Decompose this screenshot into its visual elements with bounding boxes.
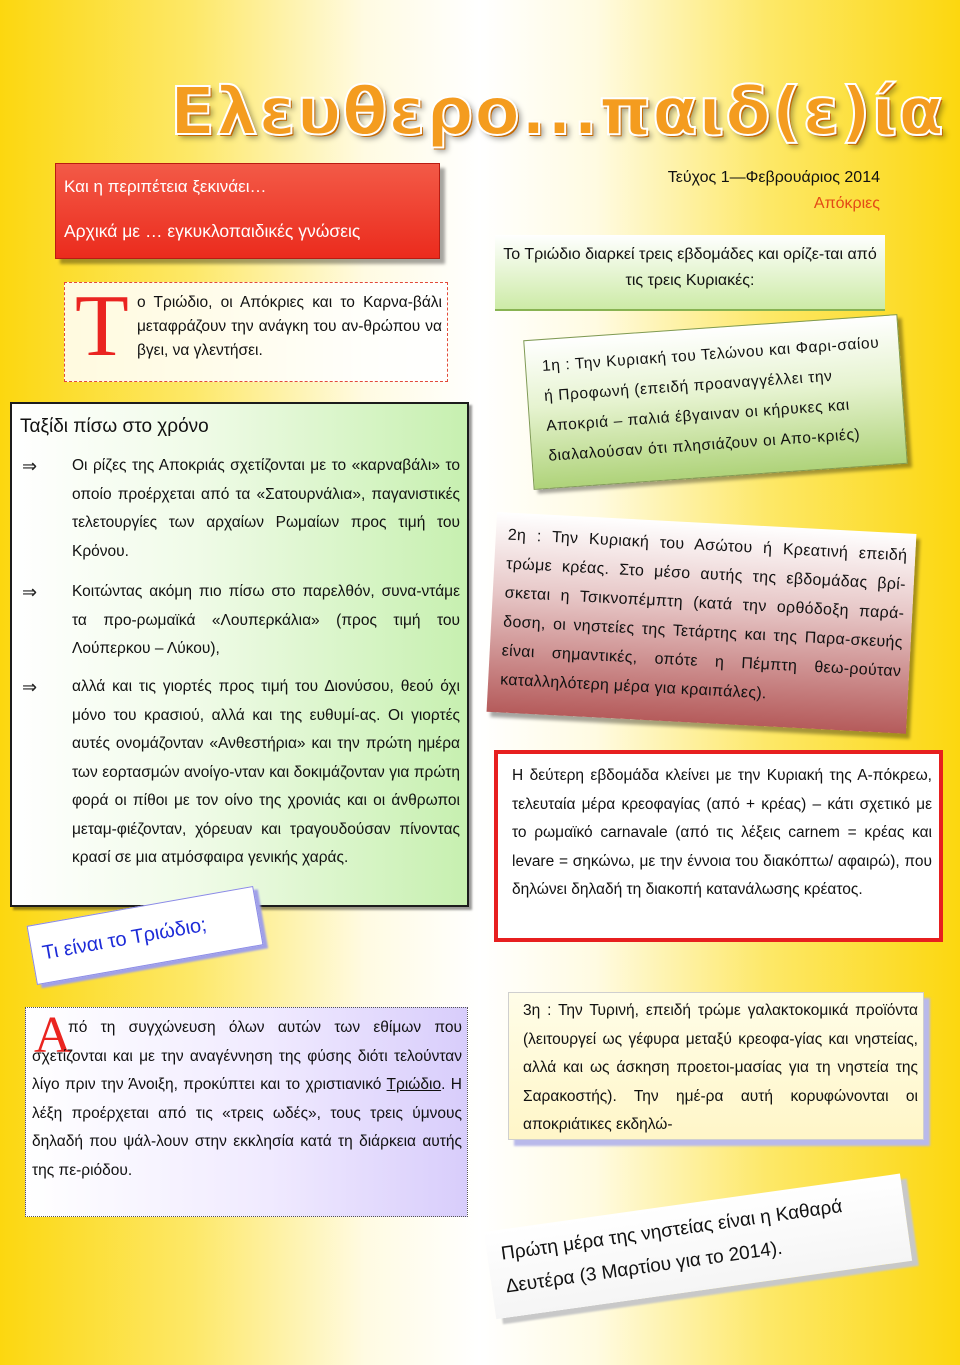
history-item-1: Οι ρίζες της Αποκριάς σχετίζονται με το «καρναβάλι» το οποίο προέρχεται από τα «Σατουρνάλια», παγανιστικές τελετουργίες των αρχαίων Ρωμαίων προς τιμή του Κρόνου. xyxy=(72,457,460,560)
triodio-box xyxy=(25,1007,468,1217)
arrow-bullet-icon: ⇒ xyxy=(22,456,38,476)
issue-info xyxy=(600,165,880,217)
first-sunday-text: 1η : Την Κυριακή του Τελώνου και Φαρι-σαίου ή Προφωνή (επειδή προαναγγέλλει την Αποκριά – παλιά έβγαιναν οι κήρυκες και διαλαλούσαν ότι πλησιάζουν οι Απο-κριές) xyxy=(541,334,880,465)
first-sunday-box xyxy=(523,314,908,490)
second-week-text: Η δεύτερη εβδομάδα κλείνει με την Κυριακή της Α-πόκρεω, τελευταία μέρα κρεοφαγίας (από + κρέας) – κάτι σχετικό με το ρωμαϊκό carnavale (από τις λέξεις carnem = κρέας και levare = σηκώνω, με την έννοια του διακόπτω/ αφαιρώ), που δηλώνει δηλαδή τη διακοπή κατανάλωσης κρέατος. xyxy=(512,767,932,898)
third-sunday-box xyxy=(508,992,924,1140)
issue-number-date: Τεύχος 1—Φεβρουάριος 2014 xyxy=(667,169,880,186)
arrow-bullet-icon: ⇒ xyxy=(22,677,38,697)
lent-box xyxy=(484,1174,912,1320)
intro-banner-line1: Και η περιπέτεια ξεκινάει… xyxy=(64,177,267,196)
arrow-bullet-icon: ⇒ xyxy=(22,582,38,602)
second-week-box xyxy=(494,750,943,942)
duration-box: Το Τριώδιο διαρκεί τρεις εβδομάδες και ορίζε-ται από τις τρεις Κυριακές: xyxy=(495,235,885,311)
intro-banner-line2: Αρχικά με … εγκυκλοπαιδικές γνώσεις xyxy=(64,221,361,241)
history-item-3: αλλά και τις γιορτές προς τιμή του Διονύσου, θεού όχι μόνο του κρασιού, αλλά και της ευθυμί-ας. Οι γιορτές αυτές ονομάζονταν «Ανθεστήρια» και την πρώτη ημέρα των εορτασμών ανοίγο-νταν και δοκιμάζονταν για πρώτη φορά οι πίθοι με τον οίνο της χρονιάς και οι άνθρωποι μεταμ-φιέζονταν, χόρευαν και τραγουδούσαν πίνοντας κρασί σε μια ατμόσφαιρα γενικής χαράς. xyxy=(72,678,460,866)
third-sunday-text: 3η : Την Τυρινή, επειδή τρώμε γαλακτοκομικά προϊόντα (λειτουργεί ως γέφυρα μεταξύ κρεοφα-γίας και νηστείας, αλλά και ως άσκηση προετοι-μασίας για τη νηστεία της Σαρακοστής). Την ημέ-ρα αυτή κορυφώνονται οι αποκριάτικες εκδηλώ- xyxy=(523,1002,918,1133)
intro-text: ο Τριώδιο, οι Απόκριες και το Καρνα-βάλι μεταφράζουν την ανάγκη του αν-θρώπου να βγει, να γλεντήσει. xyxy=(137,294,442,359)
history-box xyxy=(10,402,469,907)
second-sunday-text: 2η : Την Κυριακή του Ασώτου ή Κρεατινή επειδή τρώμε κρέας. Στο μέσο αυτής της εβδομάδας βρί-σκεται η Τσικνοπέμπτη (κατά την ορθόδοξη παρά-δοση, οι νηστείες της Τετάρτης και της Παρα-σκευής είναι σημαντικές, οπότε η Πέμπτη θεω-ρούταν καταλληλότερη μέρα για κραιπάλες). xyxy=(499,526,908,703)
dropcap-a: Α xyxy=(34,1007,72,1064)
triodio-text: πό τη συγχώνευση όλων αυτών των εθίμων που σχετίζονται και με την αναγέννηση της φύσης διότι τελούνταν λίγο πριν την Άνοιξη, προκύπτει και το χριστιανικό Τριώδιο. Η λέξη προέρχεται από τις «τρεις ωδές», τους τρεις ύμνους δηλαδή που ψάλ-λουν στην εκκλησία κατά τη διάρκεια αυτής της πε-ριόδου. xyxy=(32,1019,462,1179)
triodio-question: Τι είναι το Τριώδιο; xyxy=(27,886,264,985)
history-item-2: Κοιτώντας ακόμη πιο πίσω στο παρελθόν, συνα-ντάμε τα προ-ρωμαϊκά «Λουπερκάλια» (προς τιμή του Λούπερκου – Λύκου), xyxy=(72,583,460,657)
second-sunday-box xyxy=(487,512,917,734)
dropcap-t: Τ xyxy=(75,278,129,375)
intro-box xyxy=(64,278,448,382)
newsletter-title: Ελευθερο...παιδ(ε)ία xyxy=(170,73,945,150)
history-title: Ταξίδι πίσω στο χρόνο xyxy=(20,416,209,437)
triodio-link[interactable]: Τριώδιο xyxy=(386,1076,442,1093)
intro-banner xyxy=(55,163,440,259)
lent-text: Πρώτη μέρα της νηστείας είναι η Καθαρά Δευτέρα (3 Μαρτίου για το 2014). xyxy=(499,1196,844,1298)
issue-theme: Απόκριες xyxy=(813,195,880,212)
